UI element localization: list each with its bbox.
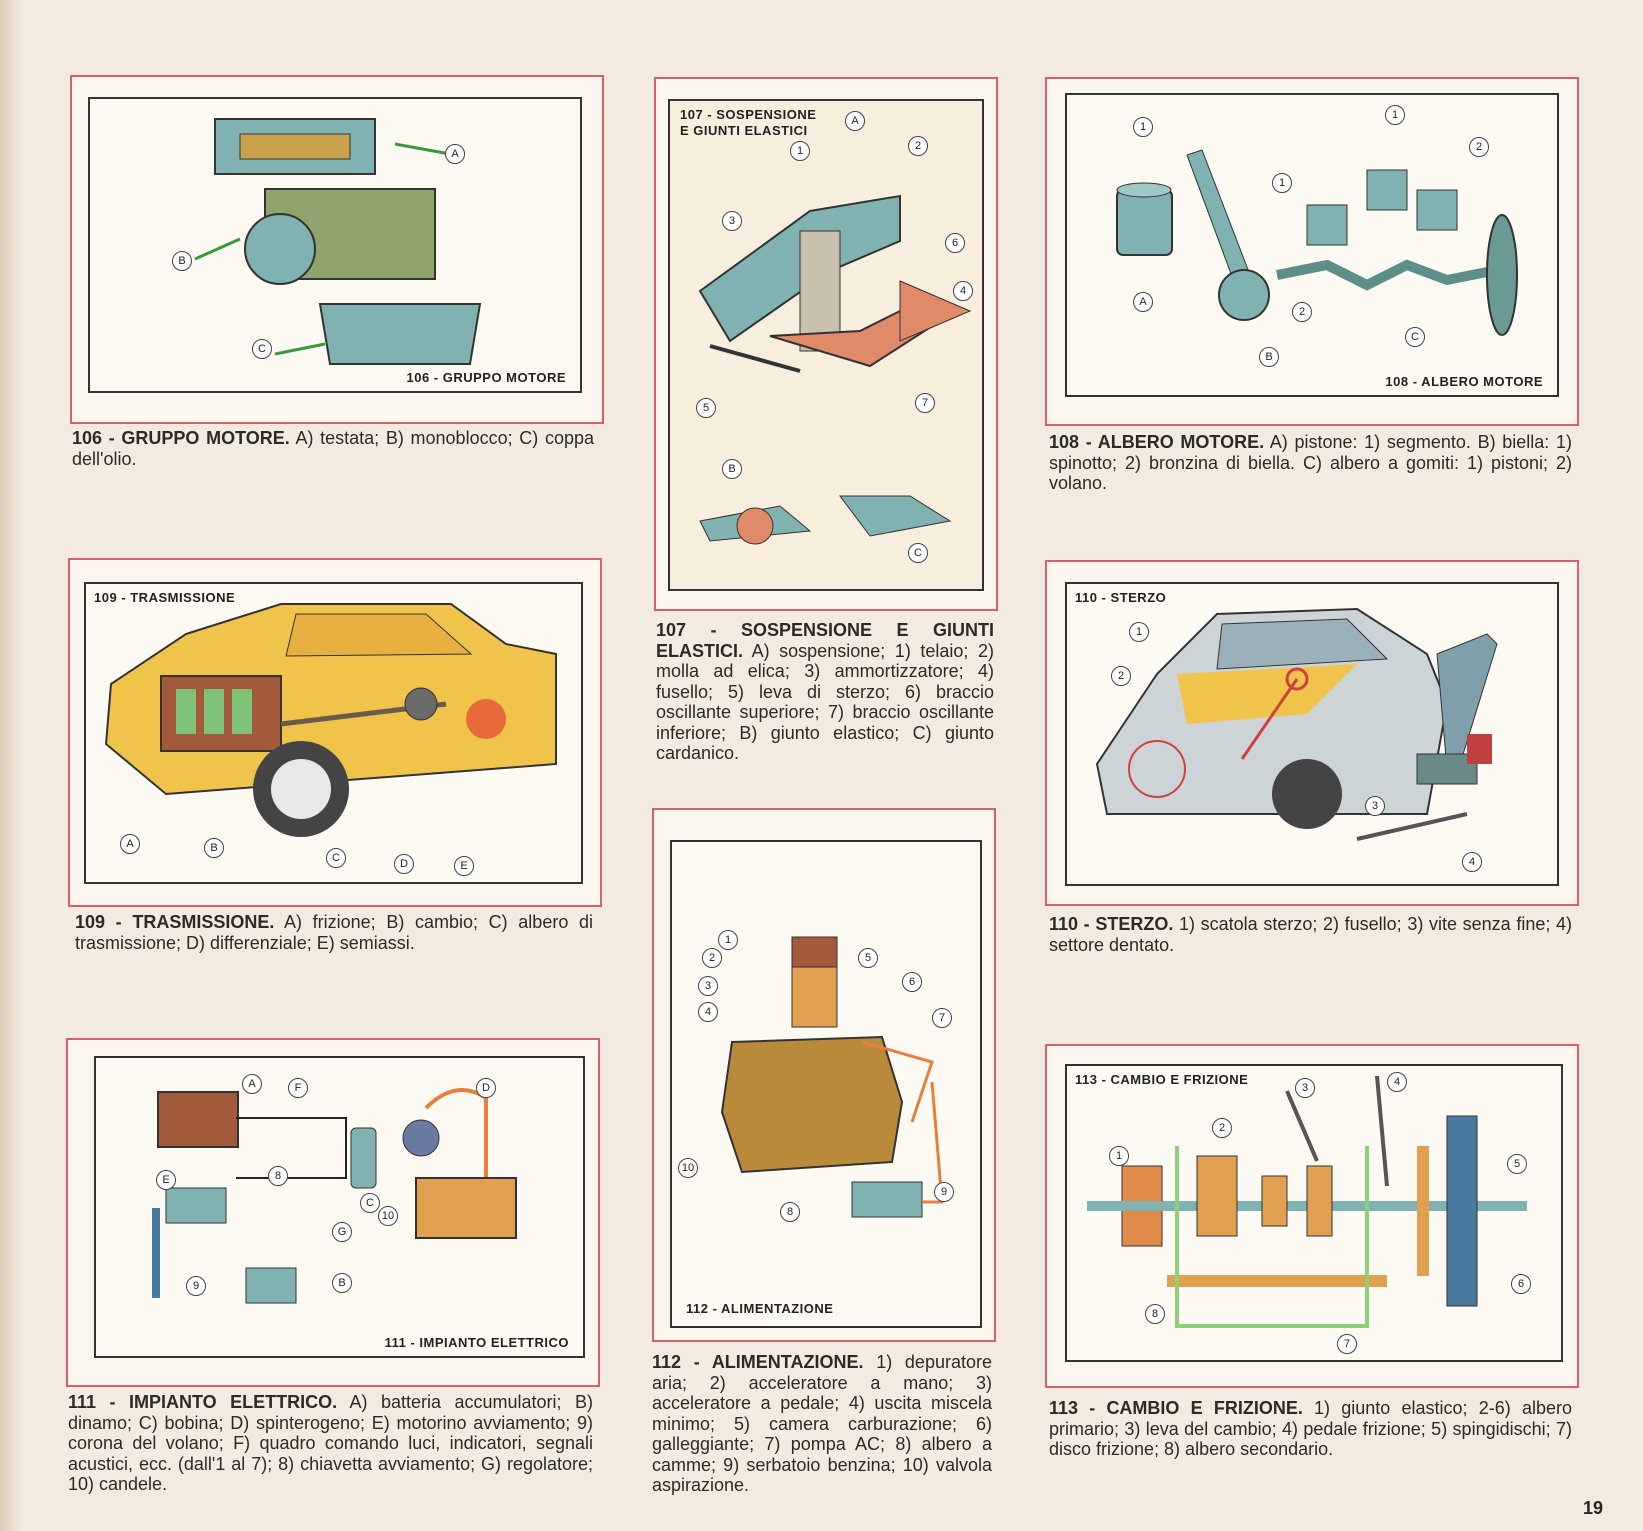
label-112-3: 3 (698, 976, 718, 996)
label-108-2-bronzina: 2 (1292, 302, 1312, 322)
illustration-106 (88, 97, 582, 393)
label-108-1-spinotto: 1 (1272, 173, 1292, 193)
label-108-2-volano: 2 (1469, 137, 1489, 157)
caption-107 (656, 620, 994, 764)
caption-108-text: A) pistone: 1) segmento. B) biella: 1) spinotto; 2) bronzina di biella. C) albero a gomiti: 1) pistoni; 2) volano. (1049, 432, 1572, 493)
label-112-7: 7 (932, 1008, 952, 1028)
label-107-C: C (908, 543, 928, 563)
label-111-D: D (476, 1078, 496, 1098)
label-111-8: 8 (268, 1166, 288, 1186)
label-112-10: 10 (678, 1158, 698, 1178)
label-111-9: 9 (186, 1276, 206, 1296)
figure-tag-111: 111 - IMPIANTO ELETTRICO (384, 1335, 569, 1350)
caption-108-title: 108 - ALBERO MOTORE. (1049, 432, 1265, 452)
label-113-4: 4 (1387, 1072, 1407, 1092)
label-112-2: 2 (702, 948, 722, 968)
caption-113 (1049, 1398, 1572, 1460)
label-111-A: A (242, 1074, 262, 1094)
label-113-3: 3 (1295, 1078, 1315, 1098)
figure-card-113 (1045, 1044, 1579, 1388)
label-110-3: 3 (1365, 796, 1385, 816)
label-107-4: 4 (953, 281, 973, 301)
label-112-5: 5 (858, 948, 878, 968)
caption-106 (72, 428, 594, 469)
label-109-A: A (120, 834, 140, 854)
label-108-B: B (1259, 347, 1279, 367)
label-111-10: 10 (378, 1206, 398, 1226)
illustration-113 (1065, 1064, 1563, 1362)
caption-109-title: 109 - TRASMISSIONE. (75, 912, 275, 932)
label-107-6: 6 (945, 233, 965, 253)
figure-tag-112: 112 - ALIMENTAZIONE (686, 1301, 834, 1316)
figure-tag-107-line1: 107 - SOSPENSIONE (680, 107, 817, 122)
label-112-8: 8 (780, 1202, 800, 1222)
caption-111-text: A) batteria accumulatori; B) dinamo; C) bobina; D) spinterogeno; E) motorino avviamento; 9) corona del volano; F) quadro comando luci, indicatori, segnali acustici, ecc. (dall'1 al 7); 8) chiavetta avviamento; G) regolatore; 10) candele. (68, 1392, 593, 1494)
label-108-C: C (1405, 327, 1425, 347)
figure-tag-109: 109 - TRASMISSIONE (94, 590, 236, 605)
caption-113-title: 113 - CAMBIO E FRIZIONE. (1049, 1398, 1303, 1418)
label-107-A: A (845, 111, 865, 131)
caption-109 (75, 912, 593, 953)
electrical-system-drawing (96, 1058, 583, 1356)
label-109-D: D (394, 854, 414, 874)
label-113-7: 7 (1337, 1334, 1357, 1354)
caption-112-text: 1) depuratore aria; 2) acceleratore a mano; 3) acceleratore a pedale; 4) uscita miscela minimo; 5) camera carburazione; 6) galleggiante; 7) pompa AC; 8) albero a camme; 9) serbatoio benzina; 10) valvola aspirazione. (652, 1352, 992, 1495)
caption-112-title: 112 - ALIMENTAZIONE. (652, 1352, 864, 1372)
label-109-E: E (454, 856, 474, 876)
label-106-A: A (445, 144, 465, 164)
label-112-4: 4 (698, 1002, 718, 1022)
label-107-1: 1 (790, 141, 810, 161)
label-107-3: 3 (722, 211, 742, 231)
figure-tag-107-line2: E GIUNTI ELASTICI (680, 123, 808, 138)
label-112-1: 1 (718, 930, 738, 950)
label-113-6: 6 (1511, 1274, 1531, 1294)
caption-111-title: 111 - IMPIANTO ELETTRICO. (68, 1392, 338, 1412)
caption-110-text: 1) scatola sterzo; 2) fusello; 3) vite senza fine; 4) settore dentato. (1049, 914, 1572, 955)
caption-110-title: 110 - STERZO. (1049, 914, 1174, 934)
caption-109-text: A) frizione; B) cambio; C) albero di trasmissione; D) differenziale; E) semiassi. (75, 912, 593, 953)
illustration-110 (1065, 582, 1559, 886)
label-111-C: C (360, 1193, 380, 1213)
figure-card-107 (654, 77, 998, 611)
label-112-9: 9 (934, 1182, 954, 1202)
label-107-5: 5 (696, 398, 716, 418)
fuel-system-drawing (672, 842, 980, 1326)
figure-card-108 (1045, 77, 1579, 426)
caption-111 (68, 1392, 593, 1495)
figure-card-110 (1045, 560, 1579, 906)
label-108-1-segment: 1 (1133, 117, 1153, 137)
label-111-B: B (332, 1273, 352, 1293)
caption-112 (652, 1352, 992, 1496)
caption-110 (1049, 914, 1572, 955)
label-113-1: 1 (1109, 1146, 1129, 1166)
caption-113-text: 1) giunto elastico; 2-6) albero primario; 3) leva del cambio; 4) pedale frizione; 5) spingidischi; 7) disco frizione; 8) albero secondario. (1049, 1398, 1572, 1459)
figure-tag-110: 110 - STERZO (1075, 590, 1167, 605)
caption-107-text: A) sospensione; 1) telaio; 2) molla ad elica; 3) ammortizzatore; 4) fusello; 5) leva di sterzo; 6) braccio oscillante superiore; 7) braccio oscillante inferiore; B) giunto elastico; C) giunto cardanico. (656, 640, 994, 763)
label-107-B: B (722, 459, 742, 479)
illustration-109 (84, 582, 583, 884)
label-108-1-pistoni: 1 (1385, 105, 1405, 125)
illustration-107 (668, 99, 984, 591)
figure-card-106 (70, 75, 604, 424)
figure-card-109 (68, 558, 602, 907)
caption-106-text: A) testata; B) monoblocco; C) coppa dell'olio. (72, 428, 594, 469)
label-111-F: F (288, 1078, 308, 1098)
label-113-2: 2 (1212, 1118, 1232, 1138)
figure-card-112 (652, 808, 996, 1342)
label-113-8: 8 (1145, 1304, 1165, 1324)
label-107-7: 7 (915, 393, 935, 413)
label-110-2: 2 (1111, 666, 1131, 686)
caption-107-title: 107 - SOSPENSIONE E GIUNTI ELASTICI. (656, 620, 994, 661)
figure-card-111 (66, 1038, 600, 1387)
illustration-112 (670, 840, 982, 1328)
label-106-B: B (172, 251, 192, 271)
page-binding-shadow (0, 0, 22, 1531)
label-106-C: C (252, 339, 272, 359)
label-110-1: 1 (1129, 622, 1149, 642)
figure-tag-113: 113 - CAMBIO E FRIZIONE (1075, 1072, 1249, 1087)
label-109-B: B (204, 838, 224, 858)
label-110-4: 4 (1462, 852, 1482, 872)
illustration-111 (94, 1056, 585, 1358)
figure-tag-106: 106 - GRUPPO MOTORE (406, 370, 566, 385)
label-112-6: 6 (902, 972, 922, 992)
suspension-drawing (670, 101, 982, 589)
label-111-G: G (332, 1222, 352, 1242)
illustration-108 (1065, 93, 1559, 397)
engine-block-drawing (90, 99, 580, 391)
label-111-E: E (156, 1170, 176, 1190)
page-number: 19 (1582, 1498, 1603, 1518)
label-107-2: 2 (908, 136, 928, 156)
transmission-car-drawing (86, 584, 581, 882)
caption-108 (1049, 432, 1572, 494)
figure-tag-108: 108 - ALBERO MOTORE (1385, 374, 1543, 389)
label-113-5: 5 (1507, 1154, 1527, 1174)
caption-106-title: 106 - GRUPPO MOTORE. (72, 428, 290, 448)
label-108-A: A (1133, 292, 1153, 312)
label-109-C: C (326, 848, 346, 868)
gearbox-clutch-drawing (1067, 1066, 1561, 1360)
